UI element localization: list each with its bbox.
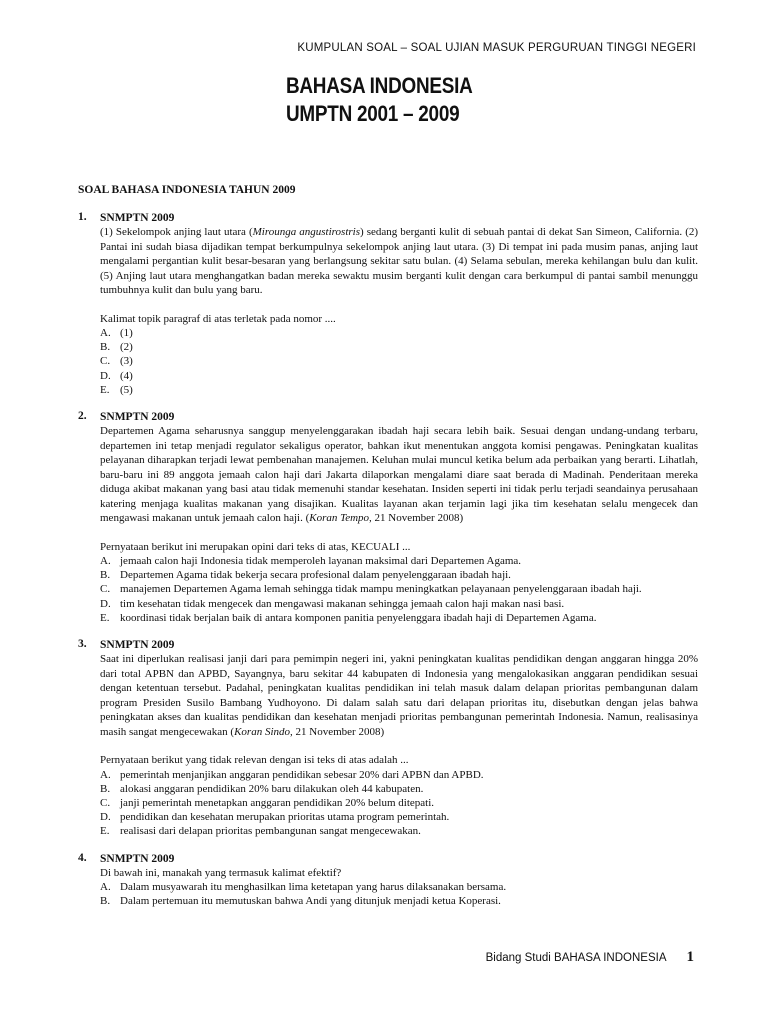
question-number: 4. <box>78 851 87 864</box>
option-d: D. pendidikan dan kesehatan merupakan prioritas utama program pemerintah. <box>100 811 450 824</box>
question-stem: Pernyataan berikut ini merupakan opini dari teks di atas, KECUALI ... <box>100 540 411 553</box>
question-source: SNMPTN 2009 <box>100 411 175 424</box>
question-stem: Pernyataan berikut yang tidak relevan dengan isi teks di atas adalah ... <box>100 754 409 767</box>
question-3 <box>78 638 698 839</box>
running-header: KUMPULAN SOAL – SOAL UJIAN MASUK PERGURUAN TINGGI NEGERI <box>297 42 696 54</box>
option-e: E. realisasi dari delapan prioritas pembangunan sangat mengecewakan. <box>100 825 421 838</box>
option-a: A. pemerintah menjanjikan anggaran pendidikan sebesar 20% dari APBN dan APBD. <box>100 768 484 781</box>
title-block <box>286 72 503 128</box>
option-a: A. jemaah calon haji Indonesia tidak memperoleh layanan maksimal dari Departemen Agama. <box>100 555 522 568</box>
answer-options <box>100 554 698 625</box>
option-d: D. (4) <box>100 369 133 382</box>
page-number: 1 <box>686 949 694 965</box>
document-subtitle: UMPTN 2001 – 2009 <box>286 101 460 126</box>
question-number: 2. <box>78 410 87 423</box>
question-number: 1. <box>78 211 87 223</box>
question-source: SNMPTN 2009 <box>100 639 175 652</box>
option-a: A. Dalam musyawarah itu menghasilkan lima ketetapan yang harus dilaksanakan bersama. <box>100 881 507 894</box>
answer-options <box>100 880 698 908</box>
option-e: E. (5) <box>100 383 133 396</box>
section-heading: SOAL BAHASA INDONESIA TAHUN 2009 <box>78 184 296 196</box>
footer-subject: Bidang Studi BAHASA INDONESIA <box>485 952 667 964</box>
answer-options <box>100 768 698 839</box>
question-4 <box>78 852 698 909</box>
answer-options <box>100 326 698 397</box>
option-b: B. Departemen Agama tidak bekerja secara profesional dalam penyelenggaraan ibadah haji. <box>100 569 511 582</box>
question-number: 3. <box>78 638 87 651</box>
question-passage: Saat ini diperlukan realisasi janji dari para pemimpin negeri ini, yakni peningkatan kualitas pendidikan dengan anggaran hingga 20% dari total APBN dan APBD, Sayangnya, baru sekitar 44 kabupaten di Indonesia yang mengalokasikan anggaran pendidikan sesuai dengan ketentuan tersebut. Padahal, peningkatan kualitas pendidikan ini telah masuk dalam delapan prioritas pembangunan dalam program Presiden Susilo Bambang Yudhoyono. Di dalam salah satu dari delapan prioritas itu, disebutkan dengan jelas bahwa peningkatan akses dan kualitas pendidikan dan kesehatan menjadi prioritas pembangunan pemerintah Indonesia. Namun, realisasinya masih sangat mengecewakan (Koran Sindo, 21 November 2008) <box>100 653 698 738</box>
option-a: A. (1) <box>100 327 133 339</box>
question-2 <box>78 410 698 625</box>
question-source: SNMPTN 2009 <box>100 212 175 224</box>
question-passage: Departemen Agama seharusnya sanggup menyelenggarakan ibadah haji secara lebih baik. Sesuai dengan undang-undang terbaru, departemen ini tetap menjadi regulator sekaligus operator, bahkan ikut menentukan anggota komisi pengawas. Peningkatan kualitas pelayanan diharapkan terjadi lewat pembenahan manajemen. Keluhan mulai muncul ketika belum ada perbaikan yang berarti. Lihatlah, baru-baru ini 89 anggota jemaah calon haji dari Jakarta dilaporkan mengalami diare saat berada di Madinah. Penderitaan mereka diduga akibat makanan yang basi atau tidak memenuhi standar kesehatan. Insiden seperti ini tidak perlu terjadi seandainya perusahaan katering menjaga kualitas makanan yang disajikan. Kualitas layanan akan terjamin lagi jika tim kesehatan selalu mengecek dan mengawasi makanan untuk jemaah calon haji. (Koran Tempo, 21 November 2008) <box>100 425 698 525</box>
option-c: C. (3) <box>100 355 133 368</box>
question-1 <box>78 211 698 397</box>
option-c: C. janji pemerintah menetapkan anggaran pendidikan 20% belum ditepati. <box>100 796 435 809</box>
option-b: B. alokasi anggaran pendidikan 20% baru dilakukan oleh 44 kabupaten. <box>100 782 424 795</box>
question-source: SNMPTN 2009 <box>100 852 175 865</box>
option-c: C. manajemen Departemen Agama lemah sehingga tidak mampu meningkatkan pelayanaan penyelenggaraan ibadah haji. <box>100 583 642 596</box>
question-stem: Kalimat topik paragraf di atas terletak pada nomor .... <box>100 312 336 325</box>
option-d: D. tim kesehatan tidak mengecek dan mengawasi makanan sehingga jemaah calon haji makan nasi basi. <box>100 597 565 610</box>
option-b: B. (2) <box>100 341 133 354</box>
option-e: E. koordinasi tidak berjalan baik di antara komponen panitia penyelenggara ibadah haji di Departemen Agama. <box>100 611 597 624</box>
question-stem: Di bawah ini, manakah yang termasuk kalimat efektif? <box>100 866 342 879</box>
question-passage: (1) Sekelompok anjing laut utara (Mirounga angustirostris) sedang berganti kulit di sebuah pantai di dekat San Simeon, California. (2) Pantai ini sudah biasa dijadikan tempat berkumpulnya sekelompok anjing laut utara. (3) Di tempat ini pada musim panas, anjing laut mengalami pergantian kulit besar-besaran yang berlangsung sekitar satu bulan. (4) Selama sebulan, mereka kehilangan bulu dan kulit. (5) Anjing laut utara menghangatkan badan mereka sewaktu musim berganti kulit dengan cara berkumpul di pantai sambil menunggu tumbuhnya kulit dan bulu yang baru. <box>100 226 699 296</box>
questions-list <box>78 211 698 921</box>
option-b: B. Dalam pertemuan itu memutuskan bahwa Andi yang ditunjuk menjadi ketua Koperasi. <box>100 895 501 908</box>
page-footer <box>486 949 694 966</box>
document-title: BAHASA INDONESIA <box>286 73 473 98</box>
